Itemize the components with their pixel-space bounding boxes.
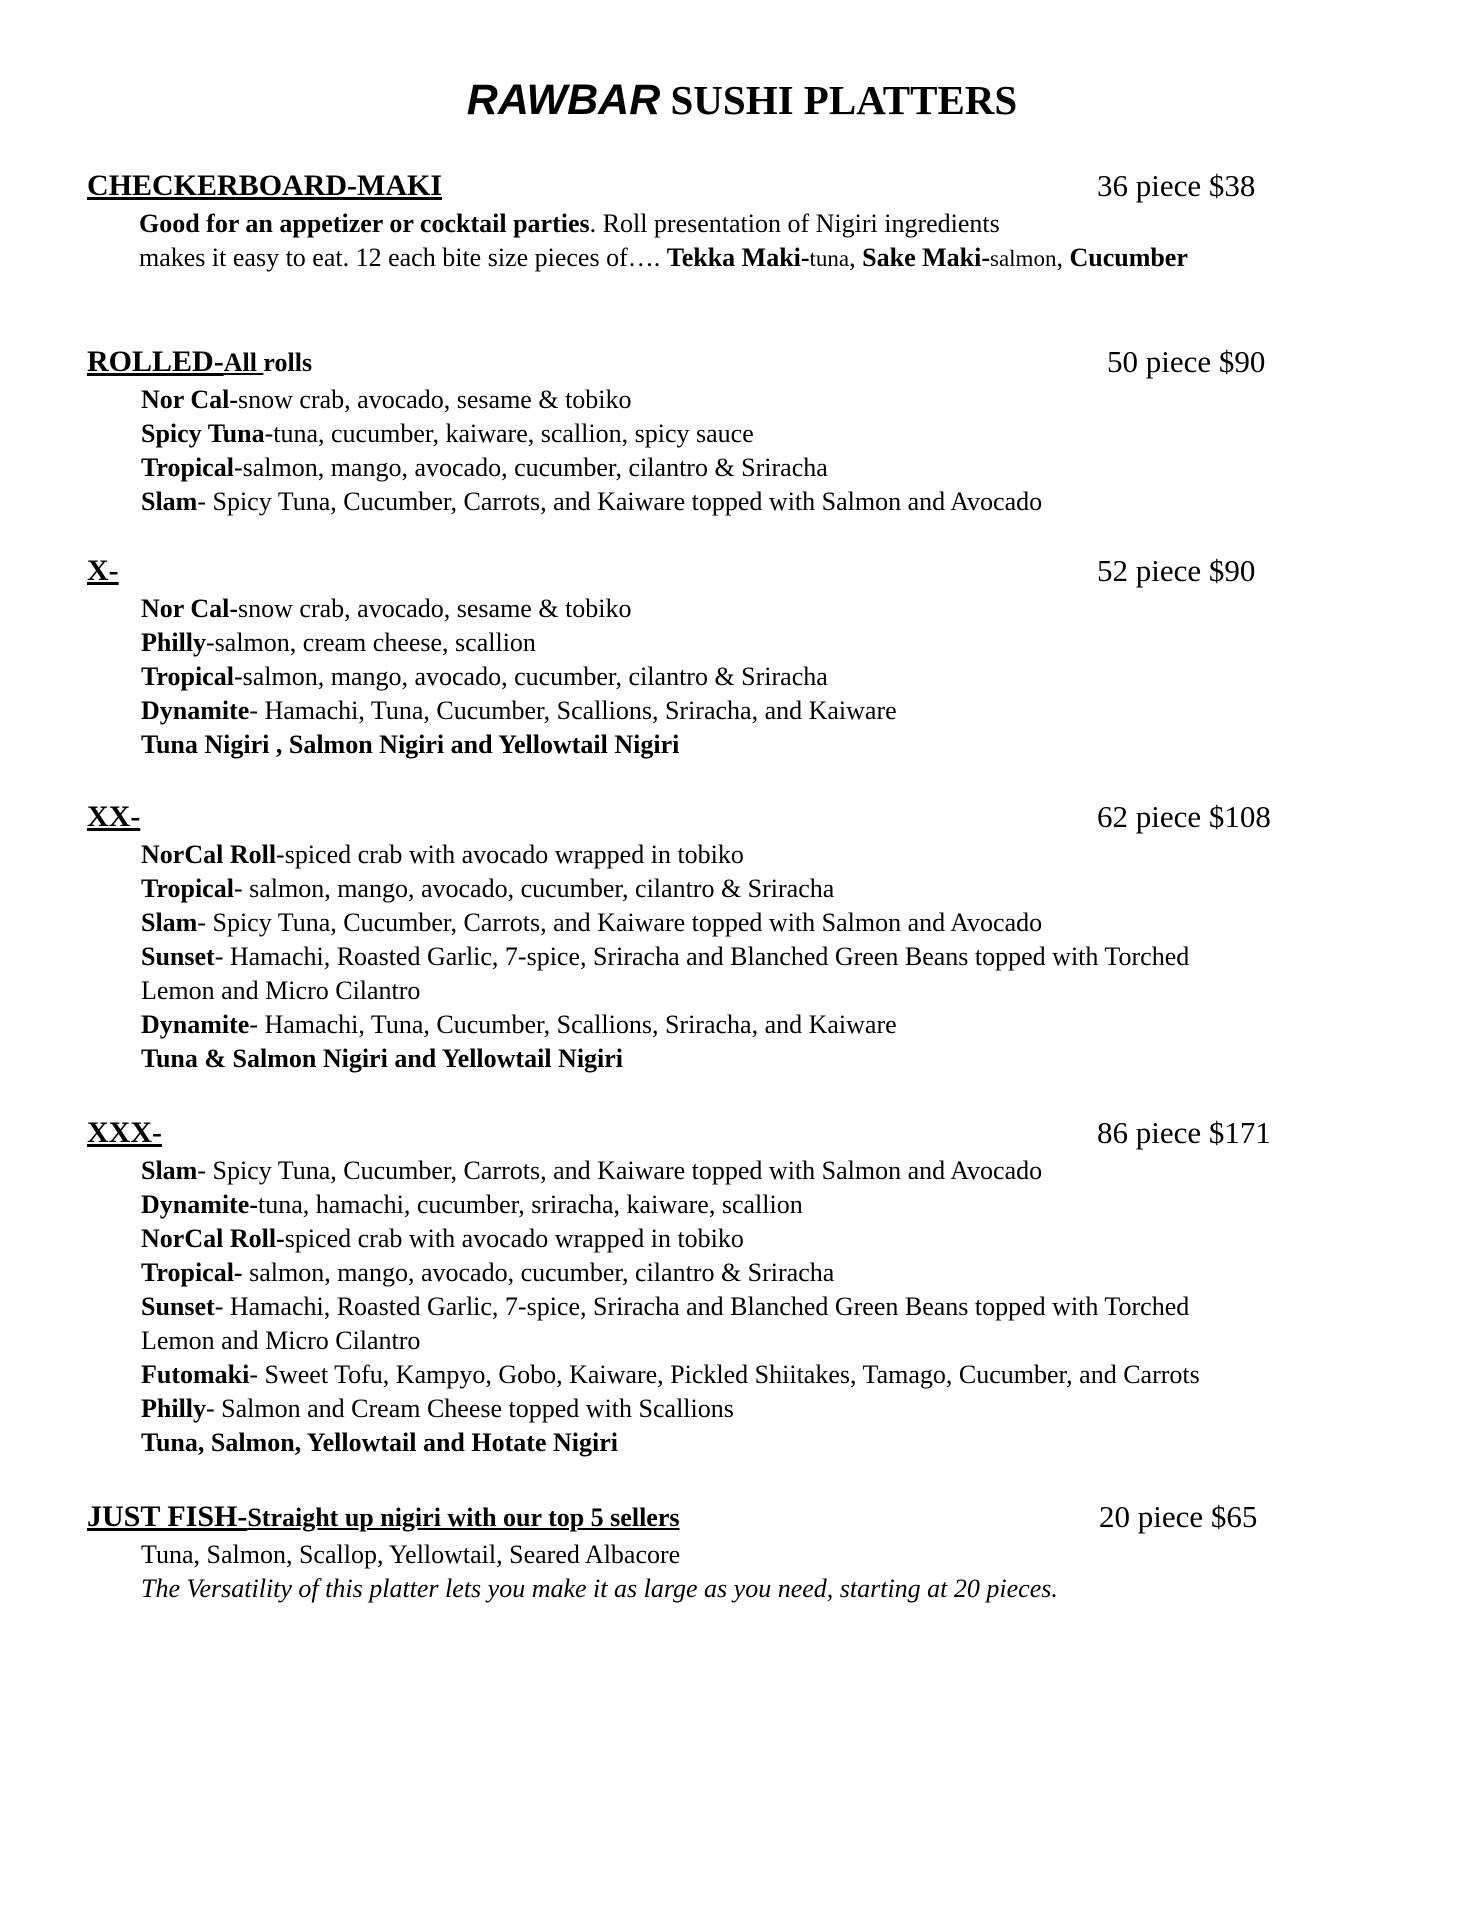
list-item: Tropical-salmon, mango, avocado, cucumber, cilantro & Sriracha [141, 662, 828, 691]
justfish-line-1: Tuna, Salmon, Scallop, Yellowtail, Seared Albacore [141, 1540, 681, 1569]
list-item: Slam- Spicy Tuna, Cucumber, Carrots, and Kaiware topped with Salmon and Avocado [141, 908, 1043, 937]
list-item: Futomaki- Sweet Tofu, Kampyo, Gobo, Kaiware, Pickled Shiitakes, Tamago, Cucumber, and Carrots [141, 1360, 1200, 1389]
price-checkerboard: 36 piece $38 [1097, 168, 1256, 203]
list-item: Tropical- salmon, mango, avocado, cucumber, cilantro & Sriracha [141, 874, 835, 903]
section-heading-xx: XX- [87, 800, 141, 833]
section-heading-rolled: ROLLED-All rolls [87, 345, 313, 378]
price-xx: 62 piece $108 [1097, 799, 1271, 834]
list-item: Lemon and Micro Cilantro [141, 976, 421, 1005]
list-item: Sunset- Hamachi, Roasted Garlic, 7-spice, Sriracha and Blanched Green Beans topped with Torched [141, 942, 1190, 971]
section-body-checkerboard [139, 207, 1188, 275]
price-rolled: 50 piece $90 [1107, 344, 1266, 379]
list-item: Slam- Spicy Tuna, Cucumber, Carrots, and Kaiware topped with Salmon and Avocado [141, 487, 1043, 516]
section-heading-justfish: JUST FISH-Straight up nigiri with our top 5 sellers [87, 1500, 680, 1533]
price-x: 52 piece $90 [1097, 553, 1256, 588]
list-item: NorCal Roll-spiced crab with avocado wrapped in tobiko [141, 1224, 744, 1253]
list-item: Dynamite- Hamachi, Tuna, Cucumber, Scallions, Sriracha, and Kaiware [141, 1010, 897, 1039]
section-body-xxx [141, 1154, 1200, 1460]
section-body-rolled [141, 383, 1042, 519]
list-item: Tropical- salmon, mango, avocado, cucumber, cilantro & Sriracha [141, 1258, 835, 1287]
section-heading-x: X- [87, 554, 119, 587]
justfish-line-2: The Versatility of this platter lets you make it as large as you need, starting at 20 pieces. [141, 1574, 1058, 1603]
list-item: Philly-salmon, cream cheese, scallion [141, 628, 536, 657]
section-body-xx [141, 838, 1189, 1076]
checkerboard-line-1: Good for an appetizer or cocktail parties. Roll presentation of Nigiri ingredients [139, 209, 1000, 238]
section-body-justfish [141, 1538, 1058, 1606]
title-rest: SUSHI PLATTERS [660, 77, 1018, 123]
price-xxx: 86 piece $171 [1097, 1115, 1271, 1150]
brand-name: RAWBAR [466, 76, 661, 124]
price-justfish: 20 piece $65 [1099, 1499, 1258, 1534]
list-item: Tuna Nigiri , Salmon Nigiri and Yellowtail Nigiri [141, 730, 680, 759]
list-item: Dynamite- Hamachi, Tuna, Cucumber, Scallions, Sriracha, and Kaiware [141, 696, 897, 725]
list-item: Tuna, Salmon, Yellowtail and Hotate Nigiri [141, 1428, 618, 1457]
list-item: Spicy Tuna-tuna, cucumber, kaiware, scallion, spicy sauce [141, 419, 754, 448]
page-title [0, 76, 1484, 125]
list-item: NorCal Roll-spiced crab with avocado wrapped in tobiko [141, 840, 744, 869]
list-item: Sunset- Hamachi, Roasted Garlic, 7-spice, Sriracha and Blanched Green Beans topped with Torched [141, 1292, 1190, 1321]
section-heading-xxx: XXX- [87, 1116, 162, 1149]
list-item: Dynamite-tuna, hamachi, cucumber, sriracha, kaiware, scallion [141, 1190, 803, 1219]
list-item: Tuna & Salmon Nigiri and Yellowtail Nigiri [141, 1044, 624, 1073]
section-heading-checkerboard: CHECKERBOARD-MAKI [87, 169, 443, 202]
list-item: Lemon and Micro Cilantro [141, 1326, 421, 1355]
list-item: Philly- Salmon and Cream Cheese topped with Scallions [141, 1394, 734, 1423]
section-body-x [141, 592, 897, 762]
list-item: Tropical-salmon, mango, avocado, cucumber, cilantro & Sriracha [141, 453, 828, 482]
list-item: Nor Cal-snow crab, avocado, sesame & tobiko [141, 385, 632, 414]
checkerboard-line-2: makes it easy to eat. 12 each bite size pieces of…. Tekka Maki-tuna, Sake Maki-salmon, Cucumber [139, 243, 1188, 272]
list-item: Slam- Spicy Tuna, Cucumber, Carrots, and Kaiware topped with Salmon and Avocado [141, 1156, 1043, 1185]
list-item: Nor Cal-snow crab, avocado, sesame & tobiko [141, 594, 632, 623]
